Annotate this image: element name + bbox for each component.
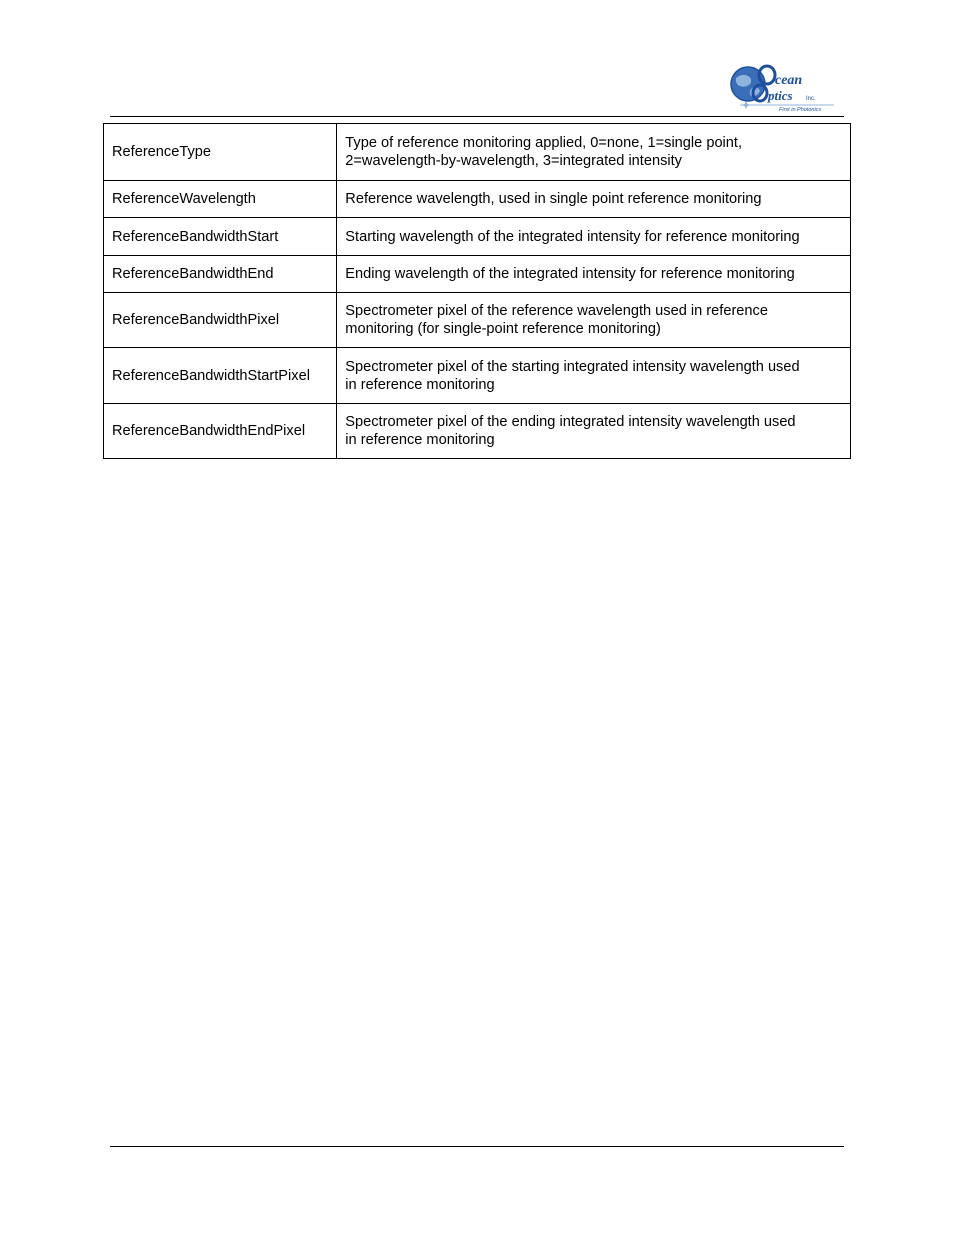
table-row <box>104 293 851 348</box>
description-line: Ending wavelength of the integrated intensity for reference monitoring <box>345 266 795 282</box>
logo-graphic <box>726 64 840 114</box>
param-name-cell: ReferenceBandwidthStartPixel <box>104 348 337 404</box>
table-row <box>104 124 851 181</box>
param-description-cell <box>337 124 851 181</box>
logo-star-icon <box>741 101 751 109</box>
company-logo <box>726 64 840 114</box>
description-line: Spectrometer pixel of the starting integrated intensity wavelength used <box>345 358 800 375</box>
param-name-cell: ReferenceWavelength <box>104 181 337 218</box>
description-line: Starting wavelength of the integrated intensity for reference monitoring <box>345 228 800 245</box>
param-name-cell: ReferenceBandwidthEnd <box>104 256 337 293</box>
header-divider <box>110 116 844 117</box>
param-description-cell <box>337 404 851 459</box>
param-description-cell <box>337 348 851 404</box>
logo-globe-land <box>736 75 751 87</box>
logo-suffix: Inc. <box>806 96 816 102</box>
param-description-cell <box>337 218 851 256</box>
param-name-cell: ReferenceType <box>104 124 337 181</box>
table-row <box>104 404 851 459</box>
table-row <box>104 256 851 293</box>
table-row <box>104 181 851 218</box>
description-line: in reference monitoring <box>345 376 495 393</box>
param-name-cell: ReferenceBandwidthStart <box>104 218 337 256</box>
description-line: Spectrometer pixel of the ending integrated intensity wavelength used <box>345 414 796 430</box>
logo-line1: cean <box>775 73 803 88</box>
logo-tagline: First in Photonics <box>779 107 822 113</box>
param-description-cell <box>337 293 851 348</box>
description-line: monitoring (for single-point reference monitoring) <box>345 321 661 337</box>
description-line: Type of reference monitoring applied, 0=none, 1=single point, <box>345 135 743 151</box>
logo-line2: ptics <box>768 88 793 103</box>
description-line: 2=wavelength-by-wavelength, 3=integrated intensity <box>345 153 682 169</box>
description-line: Reference wavelength, used in single point reference monitoring <box>345 191 762 207</box>
param-name-cell: ReferenceBandwidthPixel <box>104 293 337 348</box>
description-line: in reference monitoring <box>345 432 495 448</box>
param-description-cell <box>337 256 851 293</box>
reference-parameters-table <box>103 123 851 459</box>
param-name-cell: ReferenceBandwidthEndPixel <box>104 404 337 459</box>
param-description-cell <box>337 181 851 218</box>
table-row <box>104 218 851 256</box>
description-line: Spectrometer pixel of the reference wavelength used in reference <box>345 303 768 319</box>
footer-divider <box>110 1146 844 1147</box>
table-row <box>104 348 851 404</box>
